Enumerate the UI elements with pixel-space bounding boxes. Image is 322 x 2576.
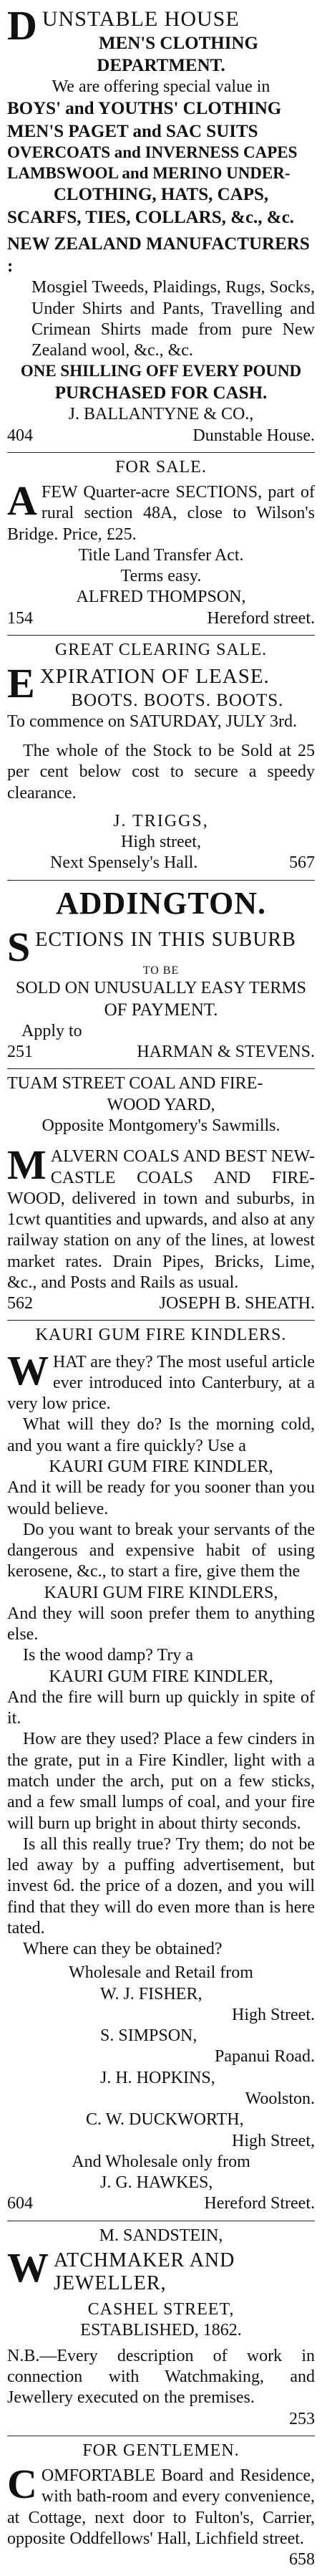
drop-cap: C [7,2461,37,2508]
ad-heading: FOR SALE. [115,457,207,477]
ad-body: How are they used? Place a few cinders in the grate, put in a Fire Kindler, light with a match under the arch, put on a few sticks, and a few small lumps of coal, and your fire will burn up bright in about thirty seconds. [7,1730,315,1833]
ad-number: 567 [289,853,315,873]
ad-line: ALFRED THOMPSON, [76,588,246,607]
ad-line: PURCHASED FOR CASH. [54,383,268,403]
ad-line: W. J. FISHER, [100,1984,203,2003]
ad-line: And Wholesale only from [72,2152,250,2171]
ad-line: Title Land Transfer Act. [78,545,244,565]
ad-number: 251 [7,1043,33,1062]
ad-line: J. H. HOPKINS, [100,2068,215,2087]
drop-cap: W [7,2244,49,2291]
ad-footer [7,1293,315,1314]
ad-line: SOLD ON UNUSUALLY EASY TERMS [15,978,307,997]
ad-address: Hereford Street. [204,2194,315,2213]
advert-for-sale [7,453,315,636]
ad-body: Mosgiel Tweeds, Plaidings, Rugs, Socks, Under Shirts and Pants, Travelling and Crimean Shirts made from pure New Zealand wool, &c., &c. [31,278,315,360]
ad-heading: KAURI GUM FIRE KINDLERS. [35,1326,287,1345]
advert-sandstein-watchmaker [7,2221,315,2436]
ad-line: MEN'S CLOTHING DEPARTMENT. [97,33,258,75]
ad-body: ALVERN COALS AND BEST NEW-CASTLE COALS AND FIRE-WOOD, delivered in town and suburbs, in 1cwt quantities and upwards, and also at any railway station on any of the lines, at lowest market rates. Drain Pipes, Bricks, Lime, &c., and Posts and Rails as usual. [7,1147,315,1292]
ad-address: Next Spensely's Hall. [50,853,198,873]
ad-line: LAMBSWOOL and MERINO UNDER- [7,163,291,182]
advert-addington [7,881,315,1070]
ad-line: CASHEL STREET, [87,2300,235,2319]
ad-body: HAT are they? The most useful article ever introduced into Canterbury, at a very low price. [7,1352,315,1414]
ad-number: 562 [7,1294,33,1313]
ad-address: Hereford street. [207,608,315,628]
ad-number: 604 [7,2194,33,2213]
drop-cap: A [7,477,37,525]
ad-line: ONE SHILLING OFF EVERY POUND [20,362,302,380]
ad-line: TUAM STREET COAL AND FIRE- [7,1074,263,1093]
advert-clearing-sale [7,636,315,881]
ad-number: 253 [289,2409,315,2428]
ad-number: 404 [7,426,33,445]
ad-line: Apply to [21,1021,82,1040]
ad-heading [7,2,315,49]
advert-for-gentlemen [7,2436,315,2576]
ad-line: J. TRIGGS, [113,811,209,830]
drop-cap: E [7,660,36,707]
ad-line: TO BE [142,964,180,977]
ad-line: ESTABLISHED, 1862. [80,2321,242,2340]
ad-body: Do you want to break your servants of the dangerous and expensive habit of using kerosene, &c., to start a fire, give them the [7,1520,315,1581]
drop-cap: S [7,923,31,970]
ad-line: M. SANDSTEIN, [99,2226,223,2245]
ad-address: Dunstable House. [192,426,315,445]
ad-body: And the fire will burn up quickly in spite of it. [7,1687,315,1728]
ad-line: High street, [121,833,201,852]
ad-body: What will they do? Is the morning cold, and you want a fire quickly? Use a [7,1415,315,1455]
ad-title-wrap [7,923,315,970]
ad-title: UNSTABLE HOUSE [42,7,240,31]
ad-line: OVERCOATS and INVERNESS CAPES [7,143,298,161]
ad-body: Is all this really true? Try them; do not be led away by a puffing advertisement, but invest 6d. the price of a dozen, and you will find that they will do even more than is here tated. [7,1834,315,1938]
ad-heading: GREAT CLEARING SALE. [54,640,268,659]
ad-body: N.B.—Every description of work in connection with Watchmaking, and Jewellery executed on the premises. [7,2346,315,2408]
ad-line: BOYS' and YOUTHS' CLOTHING [7,99,282,119]
ad-line: CLOTHING, HATS, CAPS, [53,185,269,205]
ad-number: 154 [7,608,33,628]
ad-line: To commence on SATURDAY, JULY 3rd. [7,712,298,731]
ad-line: Papanui Road. [215,2047,315,2067]
ad-body-wrap [7,477,315,545]
ad-title-wrap [7,2244,315,2295]
drop-cap: W [7,1346,49,1394]
ad-line: C. W. DUCKWORTH, [86,2110,244,2130]
ad-number: 658 [289,2550,315,2570]
ad-line: J. BALLANTYNE & CO., [68,405,254,424]
ad-line: NEW ZEALAND MANUFACTURERS : [7,234,310,277]
ad-title: XPIRATION OF LEASE. [39,665,270,689]
ad-line: SCARFS, TIES, COLLARS, &c., &c. [7,207,294,227]
ad-line: Wholesale and Retail from [69,1963,253,1983]
ad-line: KAURI GUM FIRE KINDLER, [49,1457,273,1476]
ad-heading: ADDINGTON. [55,885,266,921]
ad-line: We are offering special value in [52,77,270,96]
ad-title: ECTIONS IN THIS SUBURB [35,928,296,951]
ad-footer [7,608,315,629]
ad-footer [7,2193,315,2214]
ad-body: The whole of the Stock to be Sold at 25 per cent below cost to secure a speedy clearance. [7,742,315,803]
advert-tuam-street-coal [7,1069,315,1321]
ad-line: MEN'S PAGET and SAC SUITS [7,121,258,141]
ad-line: OF PAYMENT. [104,1000,218,1020]
ad-line: BOOTS. BOOTS. BOOTS. [71,690,284,710]
ad-footer [7,1042,315,1063]
ad-line: High Street. [232,2005,315,2024]
ad-body: OMFORTABLE Board and Residence, with bath-room and every convenience, at Cottage, next door to Fulton's, Carrier, opposite Oddfellows' Hall, Lichfield street. [7,2466,315,2548]
ad-line: WOOD YARD, [107,1095,215,1114]
ad-title: ATCHMAKER AND JEWELLER, [54,2249,235,2295]
ad-body: Is the wood damp? Try a [23,1646,193,1665]
ad-body-wrap [7,1346,315,1415]
ad-line: J. G. HAWKES, [100,2173,213,2193]
drop-cap: M [7,1141,47,1189]
ad-body: And it will be ready for you sooner than you would believe. [7,1478,315,1518]
ad-body-wrap [7,1141,315,1293]
advert-dunstable-house [7,3,315,453]
ad-body-wrap [7,2461,315,2549]
ad-body: And they will soon prefer them to anything else. [7,1604,315,1644]
ad-heading: FOR GENTLEMEN. [82,2441,240,2460]
ad-line: KAURI GUM FIRE KINDLER, [49,1667,273,1686]
ad-line: KAURI GUM FIRE KINDLERS, [44,1583,278,1602]
advert-kauri-gum [7,1321,315,2221]
ad-body: Where can they be obtained? [23,1940,223,1959]
ad-footer [7,426,315,446]
ad-line: High Street, [232,2131,315,2150]
ad-footer [7,853,315,873]
ad-address: HARMAN & STEVENS. [137,1043,315,1062]
ad-body: FEW Quarter-acre SECTIONS, part of rural section 48A, close to Wilson's Bridge. Price, £25. [7,483,315,544]
drop-cap: D [7,2,38,49]
ad-line: Woolston. [245,2089,315,2108]
ad-line: Opposite Montgomery's Sawmills. [42,1116,280,1136]
ad-address: JOSEPH B. SHEATH. [159,1294,315,1313]
ad-line: S. SIMPSON, [100,2026,197,2046]
ad-line: Terms easy. [120,567,202,586]
